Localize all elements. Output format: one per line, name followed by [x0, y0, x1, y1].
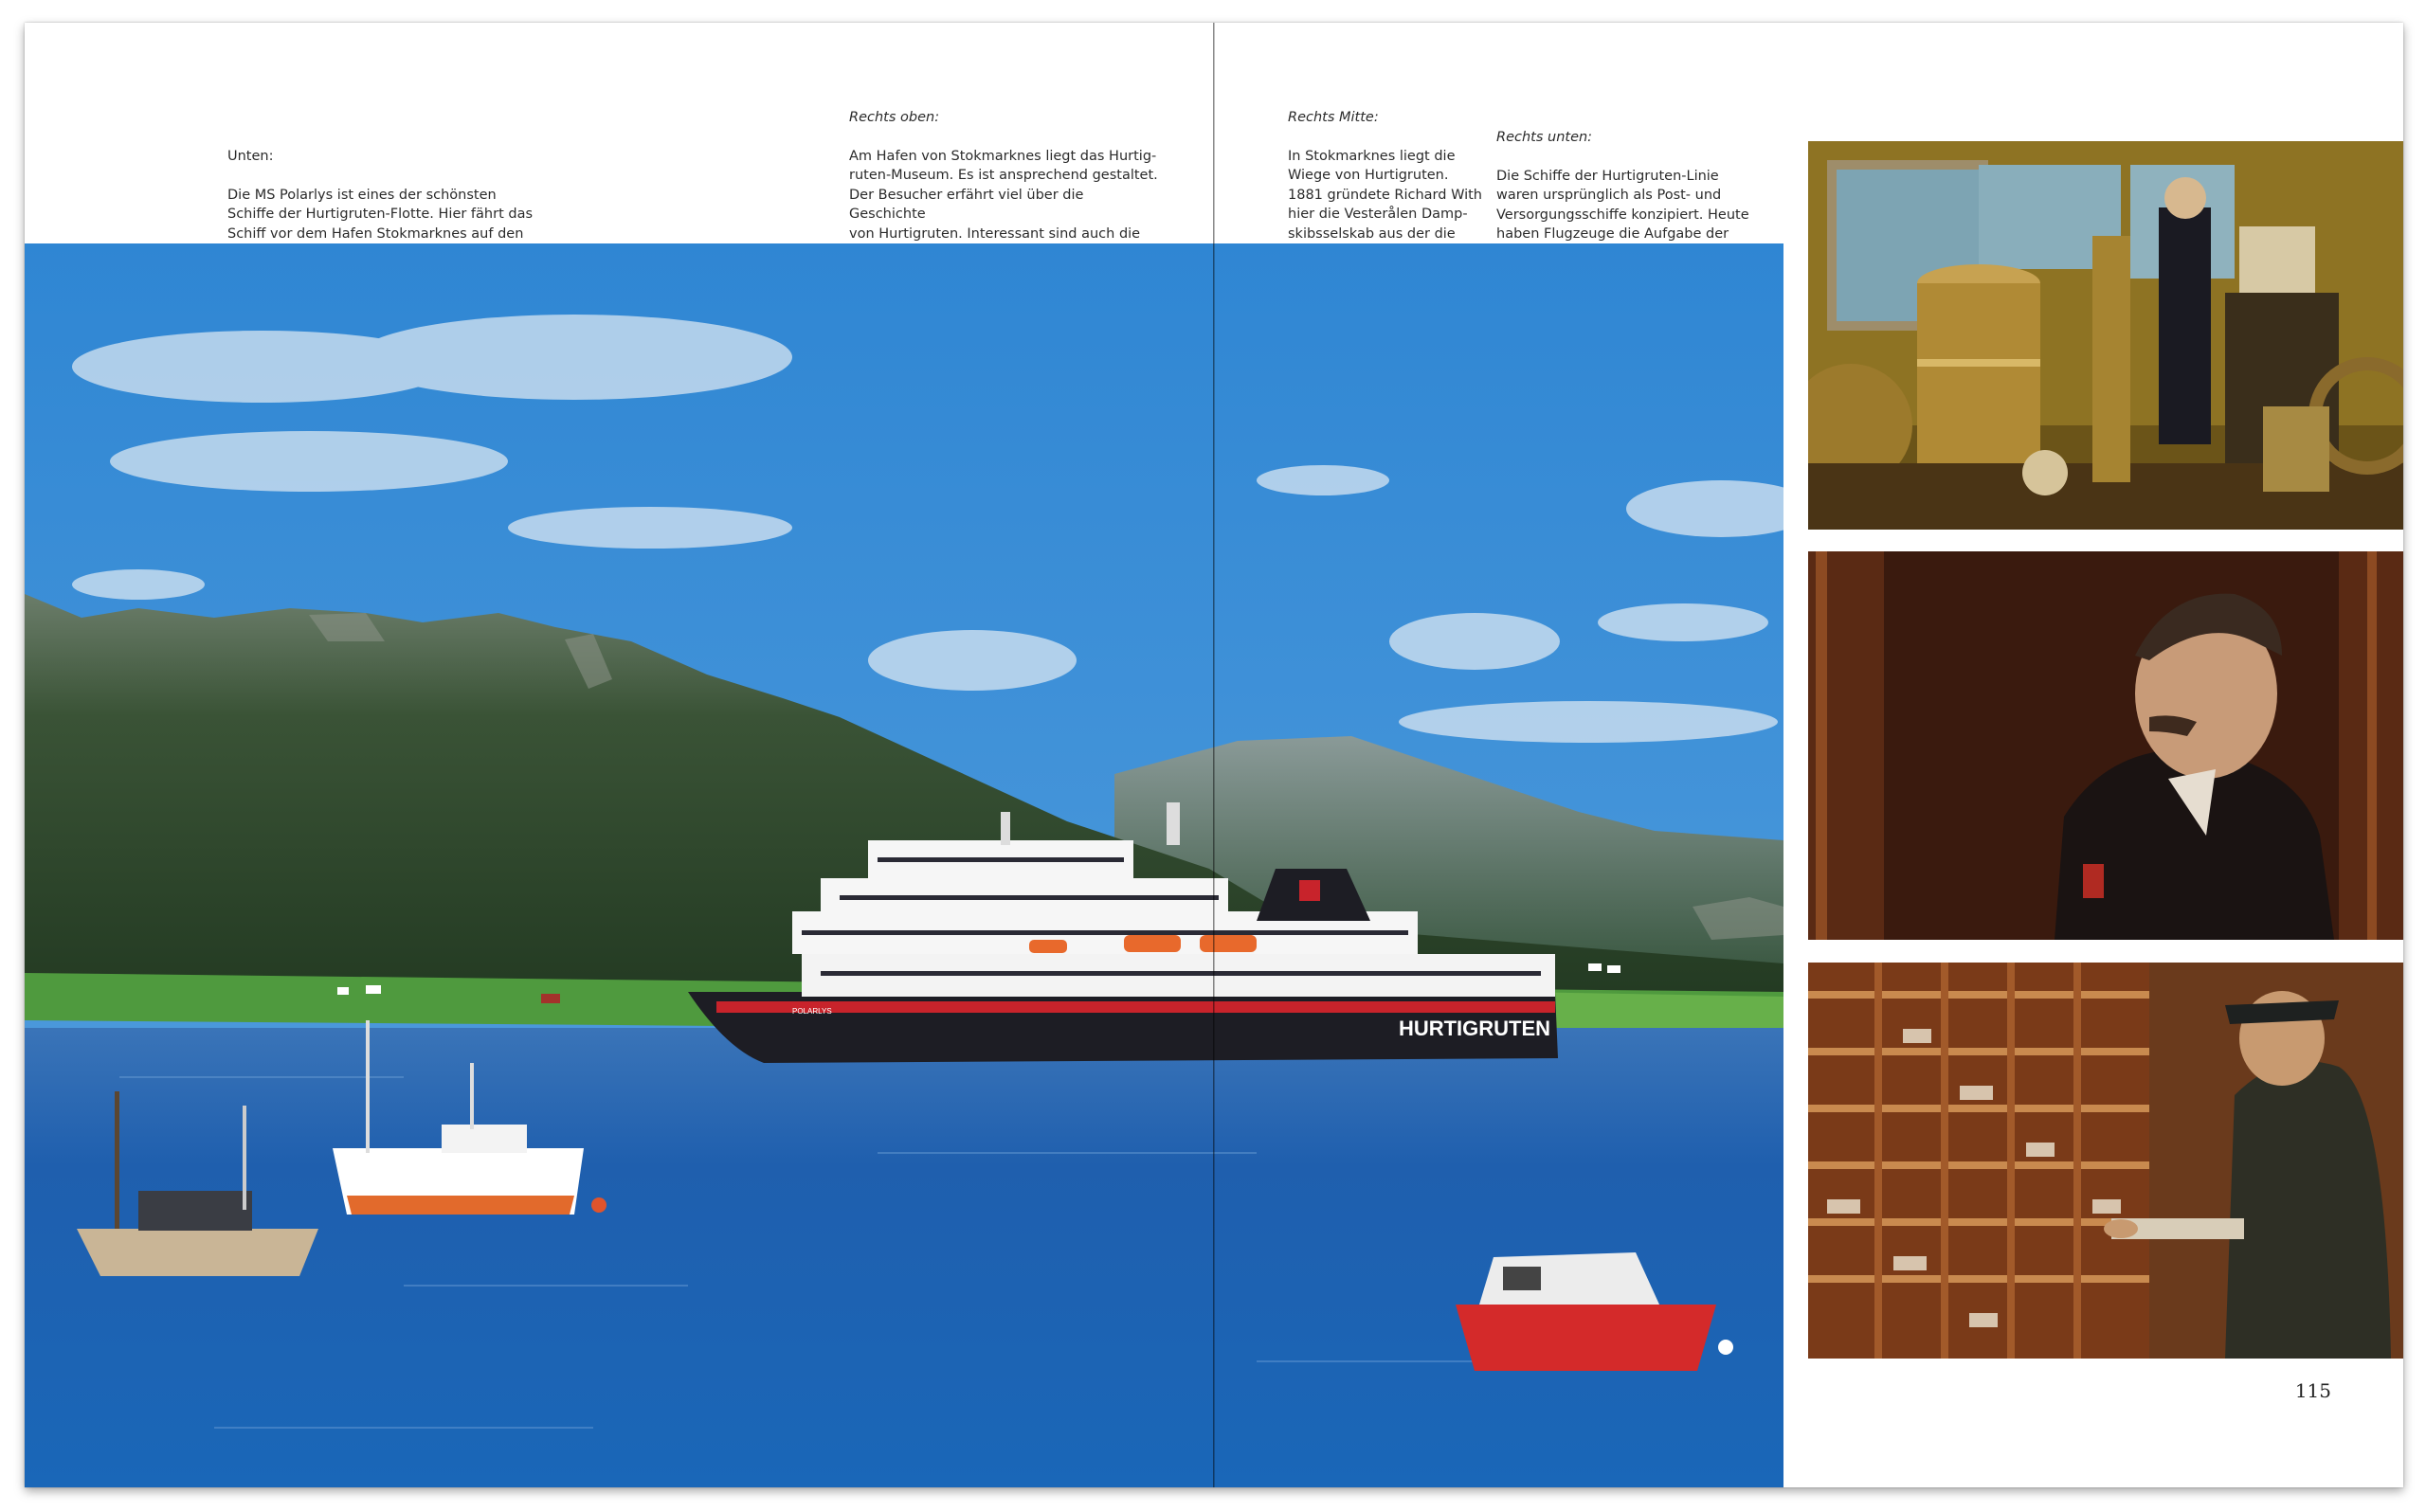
- portrait-illustration: [1808, 551, 2403, 940]
- ship-illustration: [25, 243, 1783, 1487]
- caption-text: In Stokmarknes liegt die Wiege von Hurtigruten. 1881 gründete Richard With hier die Vesterålen Damp- skibsselskab aus der die: [1288, 148, 1482, 242]
- caption-title: Rechts unten:: [1496, 129, 1593, 145]
- main-photo-ship: [25, 243, 1783, 1487]
- post-office-illustration: [1808, 963, 2403, 1359]
- caption-text: Am Hafen von Stokmarknes liegt das Hurtig- ruten-Museum. Es ist ansprechend gestaltet. Der Besucher erfährt viel über die Geschichte von Hurtigruten. Interessant sind auch die: [849, 148, 1158, 242]
- magazine-spread: [25, 23, 2403, 1487]
- caption-title: Rechts Mitte:: [1288, 109, 1379, 125]
- caption-rechts-mitte: [1288, 88, 1487, 263]
- ship-name-hull: HURTIGRUTEN: [1398, 1017, 1551, 1040]
- caption-text: Die MS Polarlys ist eines der schönsten Schiffe der Hurtigruten-Flotte. Hier fährt das Schiff vor dem Hafen Stokmarknes auf den: [227, 187, 534, 242]
- ship-bow-name: POLARLYS: [792, 1007, 832, 1016]
- caption-rechts-unten: [1496, 108, 1752, 263]
- spread-gutter: [1213, 23, 1215, 1487]
- page-number: 115: [2294, 1379, 2331, 1402]
- photo-museum-bridge: [1808, 141, 2403, 530]
- caption-title: Rechts oben:: [849, 109, 940, 125]
- museum-bridge-illustration: [1808, 141, 2403, 530]
- caption-text: Die Schiffe der Hurtigruten-Linie waren ursprünglich als Post- und Versorgungsschiffe konzipiert. Heute haben Flugzeuge die Aufgabe der: [1496, 168, 1749, 242]
- caption-unten: [227, 127, 540, 263]
- caption-title: Unten:: [227, 148, 274, 164]
- photo-post-office: [1808, 963, 2403, 1359]
- photo-portrait-richard-with: [1808, 551, 2403, 940]
